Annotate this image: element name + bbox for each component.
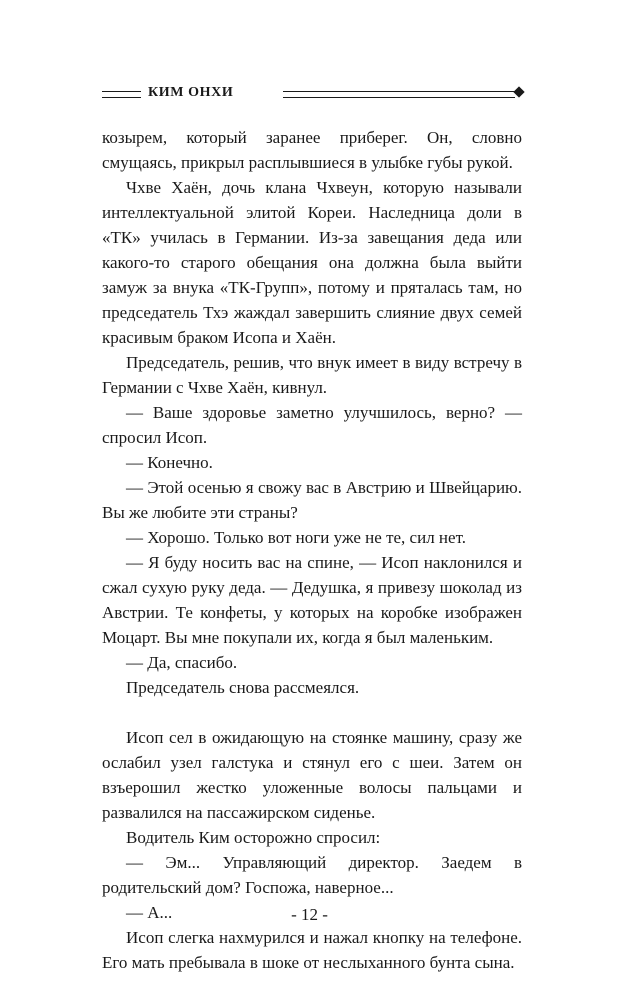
header-rule-right [283, 91, 515, 98]
paragraph: Чхве Хаён, дочь клана Чхвеун, которую называли интеллектуальной элитой Кореи. Наследница доли в «ТК» училась в Германии. Из-за завещания деда или какого-то старого обещания она должна была выйти замуж за внука «ТК-Групп», потому и пряталась там, но председатель Тхэ жаждал завершить слияние двух семей красивым браком Исопа и Хаён. [102, 178, 522, 347]
paragraph: Председатель снова рассмеялся. [126, 678, 360, 697]
author-name: КИМ ОНХИ [148, 85, 234, 100]
paragraph: — Да, спасибо. [126, 653, 238, 672]
body-text [102, 125, 522, 975]
paragraph: Исоп сел в ожидающую на стоянке машину, сразу же ослабил узел галстука и стянул его с шеи. Затем он взъерошил жестко уложенные волосы пальцами и развалился на пассажирском сиденье. [102, 728, 522, 822]
paragraph: Исоп слегка нахмурился и нажал кнопку на телефоне. Его мать пребывала в шоке от неслыханного бунта сына. [102, 928, 522, 972]
paragraph: — Конечно. [126, 453, 213, 472]
paragraph: — А... [126, 903, 173, 922]
running-header [102, 86, 522, 106]
paragraph: Водитель Ким осторожно спросил: [126, 828, 381, 847]
section-break [102, 700, 522, 725]
paragraph: — Эм... Управляющий директор. Заедем в родительский дом? Госпожа, наверное... [102, 853, 522, 897]
paragraph: Председатель, решив, что внук имеет в виду встречу в Германии с Чхве Хаён, кивнул. [102, 353, 522, 397]
paragraph: козырем, который заранее приберег. Он, словно смущаясь, прикрыл расплывшиеся в улыбке губы рукой. [102, 128, 522, 172]
paragraph: — Ваше здоровье заметно улучшилось, верно? — спросил Исоп. [102, 403, 522, 447]
paragraph: — Я буду носить вас на спине, — Исоп наклонился и сжал сухую руку деда. — Дедушка, я привезу шоколад из Австрии. Те конфеты, у которых на коробке изображен Моцарт. Вы мне покупали их, когда я был маленьким. [102, 553, 522, 647]
paragraph: — Хорошо. Только вот ноги уже не те, сил нет. [126, 528, 466, 547]
diamond-ornament-icon [513, 86, 524, 97]
header-rule-left [102, 91, 141, 98]
page-number: - 12 - [291, 905, 328, 924]
paragraph: — Этой осенью я свожу вас в Австрию и Швейцарию. Вы же любите эти страны? [102, 478, 522, 522]
